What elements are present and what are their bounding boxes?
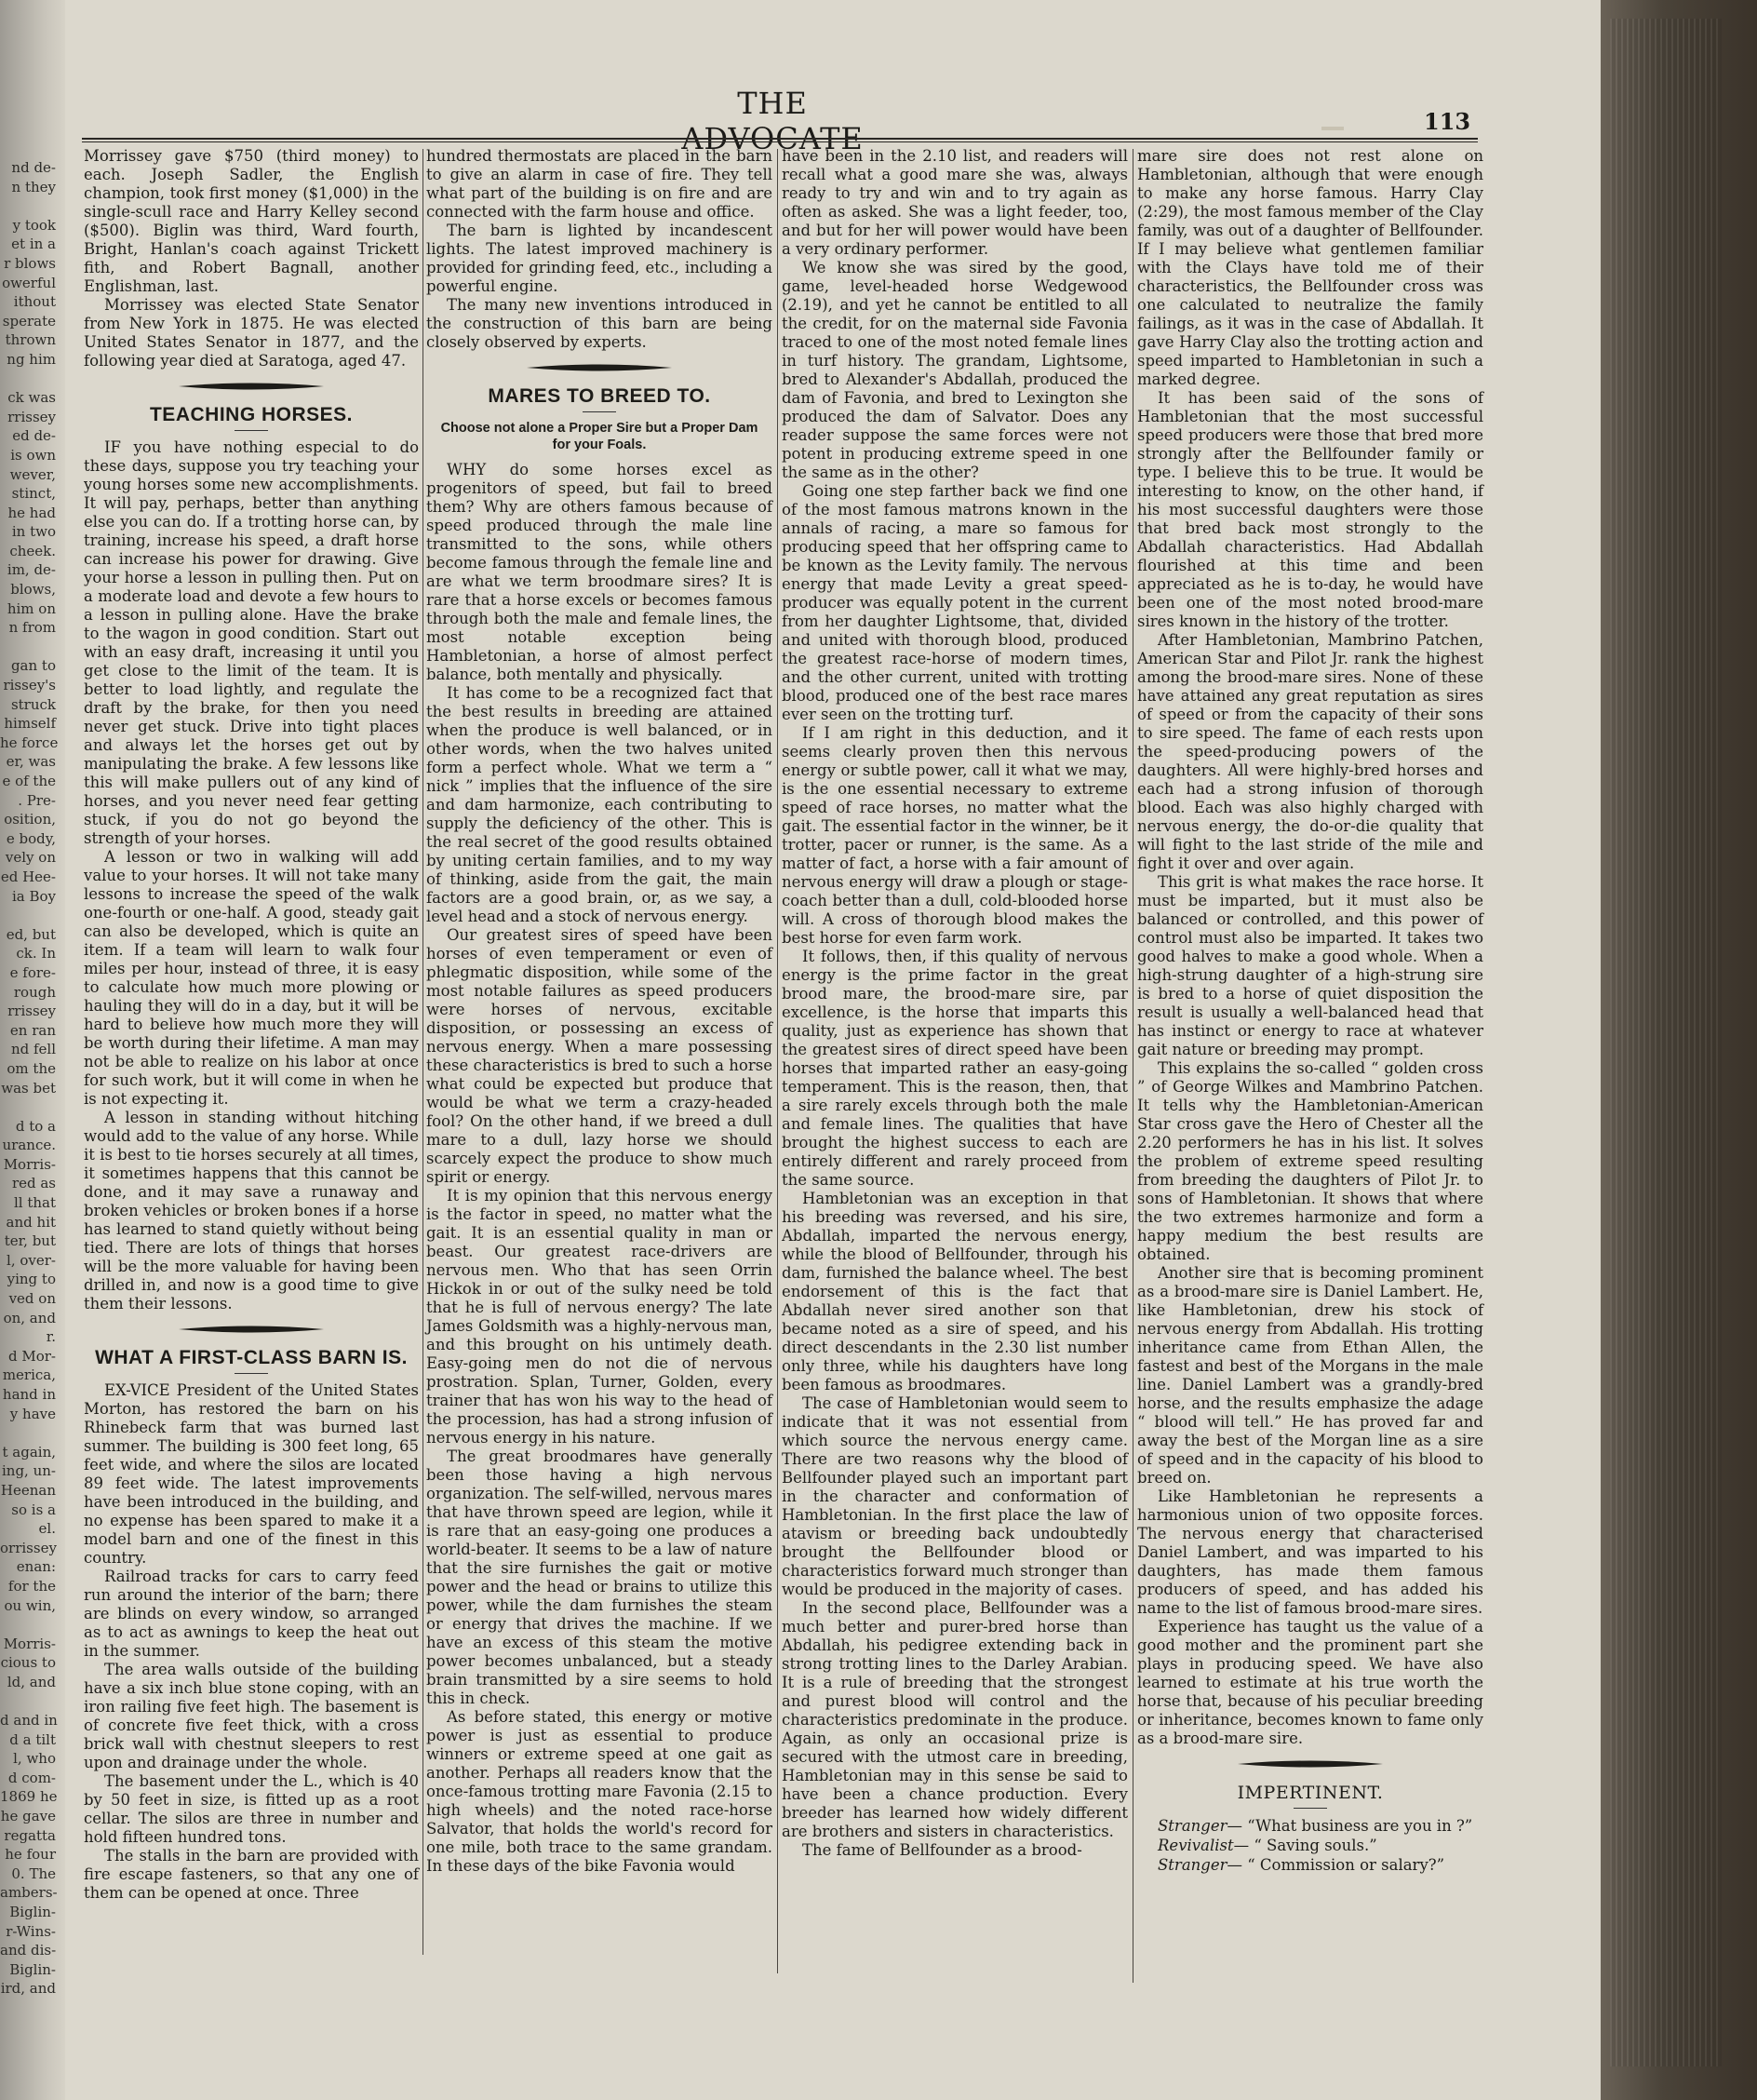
running-head: THE ADVOCATE [681,86,864,156]
margin-fragment: om the [7,1059,56,1077]
margin-fragment [0,906,56,925]
paragraph: In the second place, Bellfounder was a much better and purer-bred horse than Abdallah, his pedigree extending back in strong trotting lines to the Darley Arabian. It is a rule of breeding that the strongest and purest blood will control and the characteristics predominate in the produce. Again, as only an occasional prize is secured with the utmost care in breeding, Hambletonian may in this sense be said to have been a chance production. Every breeder has learned how widely different are brothers and sisters in characteristics. [782,1599,1128,1840]
margin-fragment: him on [7,599,56,617]
margin-fragment: 1869 he [0,1788,58,1806]
margin-fragment: merica, [2,1366,56,1384]
margin-fragment: n from [8,619,56,637]
margin-fragment: orrissey [0,1539,57,1556]
paragraph: It is my opinion that this nervous energy is the factor in speed, no matter what the gait. It is an essential quality in man or beast. Our greatest race-drivers are nervous men. Who that has seen Orrin Hickok in or out of the sulky need be told that he is full of nervous energy? The late James Goldsmith was a highly-nervous man, and this brought on his untimely death. Easy-going men do not die of nervous prostration. Splan, Turner, Golden, every trainer that has won his way to the head of the procession, has had a strong infusion of nervous energy in his nature. [426,1187,772,1447]
margin-fragment [0,638,56,657]
title-dash [1294,1808,1327,1809]
column-4 [1137,147,1483,1988]
paragraph: The fame of Bellfounder as a brood- [802,1841,1082,1859]
paragraph: hundred thermostats are placed in the barn to give an alarm in case of fire. They tell what part of the building is on fire and are connected with the farm house and office. [426,147,772,221]
margin-fragment: blows, [10,581,56,599]
margin-fragment: ck. In [16,945,56,962]
margin-fragment: el. [38,1520,56,1538]
margin-fragment: d com- [7,1769,56,1786]
header-rule [82,138,1478,142]
paragraph: It follows, then, if this quality of nervous energy is the prime factor in the great brood mare, the brood-mare sire, par excellence, is the horse that imparts this quality, just as experience has shown that the greatest sires of direct speed have been horses that imparted rather an easy-going temperament. This is the reason, then, that a sire rarely excels through both the male and female lines. The qualities that have brought the highest success to each are entirely different and rarely proceed from the same source. [782,948,1128,1189]
column-rule [422,149,423,1955]
margin-fragment [0,1423,56,1443]
margin-fragment: he force [0,734,59,751]
margin-fragment: ll that [13,1194,56,1212]
column-3 [782,147,1128,1988]
margin-fragment: n they [11,178,56,195]
margin-fragment: Biglin- [9,1904,56,1921]
article-subtitle: Choose not alone a Proper Sire but a Proper Dam for your Foals. [440,421,758,452]
dialog-text: “ Saving souls.” [1254,1837,1377,1854]
margin-fragment: stinct, [11,485,56,503]
margin-fragment: . Pre- [18,791,56,809]
margin-fragment: ved on [8,1290,56,1308]
paragraph: The case of Hambletonian would seem to indicate that it was not essential from which source the nervous energy came. There are two reasons why the blood of Bellfounder played such an important part in the character and conformation of Hambletonian. In the first place the law of atavism or breeding back undoubtedly brought the Bellfounder blood or characteristics forward much stronger than would be produced in the majority of cases. [782,1394,1128,1598]
margin-fragment: ambers- [0,1884,58,1902]
margin-fragment: nd de- [11,159,56,176]
dialog-speaker: Stranger [1158,1856,1227,1874]
margin-fragment: ou win, [4,1596,56,1614]
margin-fragment [0,370,56,389]
paragraph: Another sire that is becoming prominent as a brood-mare sire is Daniel Lambert. He, like Hambletonian, drew his stock of nervous energy from Abdallah. His trotting inheritance came from Ethan Allen, the fastest and best of the Morgans in the male line. Daniel Lambert was a grandly-bred horse, and the results emphasize the adage “ blood will tell.” He has proved far and away the best of the Morgan line as a sire of speed and in the capacity of his blood to breed on. [1137,1264,1483,1487]
margin-fragment: Morris- [3,1635,56,1652]
paragraph: Morrissey was elected State Senator from New York in 1875. He was elected United States Senator in 1877, and the following year died at Saratoga, aged 47. [84,296,419,370]
margin-fragment: regatta [4,1826,56,1844]
paragraph: The great broodmares have generally been those having a high nervous organization. The self-willed, nervous mares that have thrown speed are legion, while it is rare that an easy-going one produces a world-beater. It seems to be a law of nature that the sire furnishes the gait or motive power and the head or brains to utilize this power, while the dam furnishes the steam or energy that drives the machine. If we have an excess of this steam the motive power becomes unbalanced, but a steady brain transmitted by a sire seems to hold this in check. [426,1447,772,1707]
margin-fragment: hand in [2,1386,56,1403]
margin-fragment: gan to [10,657,56,675]
margin-fragment: himself [4,715,56,733]
margin-fragment: ck was [7,389,56,407]
margin-fragment: l, over- [7,1251,56,1269]
margin-fragment: and dis- [0,1942,57,1959]
margin-fragment: im, de- [7,561,56,579]
paragraph: It has come to be a recognized fact that the best results in breeding are attained when the produce is well balanced, or in other words, when the two halves united form a perfect whole. What we term a “ nick ” implies that the influence of the sire and dam harmonize, each contributing to supply the deficiency of the other. This is the real secret of the good results obtained by uniting certain families, and to my way of thinking, aside from the gait, the main factors are a good brain, or, as we say, a level head and a stock of nervous energy. [426,684,772,925]
margin-fragment: for the [7,1577,56,1595]
margin-fragment: wever, [9,465,56,483]
article-title-mares: MARES TO BREED TO. [488,385,711,407]
column-2 [426,147,772,1988]
paragraph: mare sire does not rest alone on Hambletonian, although that were enough to make any horse famous. Harry Clay (2:29), the most famous member of the Clay family, was out of a daughter of Bellfounder. If I may believe what gentlemen familiar with the Clays have told me of their characteristics, the Bellfounder cross was one calculated to neutralize the family failings, as it was in the case of Abdallah. It gave Harry Clay also the trotting action and speed imparted to Hambletonian in such a marked degree. [1137,147,1483,388]
dialog-text: “What business are you in ?” [1247,1817,1473,1835]
book-edge [1601,0,1757,2100]
margin-fragment: sperate [2,312,56,330]
paragraph: EX-VICE President of the United States Morton, has restored the barn on his Rhinebeck farm that was burned last summer. The building is 300 feet long, 65 feet wide, and where the silos are located 89 feet wide. The latest improvements have been introduced in the building, and no expense has been spared to make it a model barn and one of the finest in this country. [84,1381,419,1567]
ornament-rule [1236,1757,1385,1770]
margin-fragment: r. [46,1328,56,1346]
margin-fragment: ter, but [4,1232,56,1250]
paragraph: The barn is lighted by incandescent lights. The latest improved machinery is provided for grinding feed, etc., including a powerful engine. [426,222,772,295]
dialog-line: Stranger— “ Commission or salary?” [1158,1856,1445,1874]
margin-fragment [0,1097,56,1117]
margin-fragment: and hit [6,1213,56,1231]
margin-fragment: ing, un- [2,1462,56,1480]
margin-fragment: e fore- [9,963,56,981]
dialog-speaker: Revivalist [1158,1837,1234,1854]
margin-fragment: so is a [11,1501,56,1518]
margin-fragment: 0. The [11,1864,56,1882]
paragraph: WHY do some horses excel as progenitors of speed, but fail to breed them? Why are others famous because of speed produced through the male line transmitted to the sons, while others become famous through the female line and are what we term broodmare sires? It is rare that a horse excels or becomes famous through both the male and female lines, the most notable exception being Hambletonian, a horse of almost perfect balance, both mentally and physically. [426,461,772,683]
margin-fragment: he gave [0,1808,56,1825]
paragraph: We know she was sired by the good, game, level-headed horse Wedgewood (2.19), and yet he cannot be entitled to all the credit, for on the maternal side Favonia traced to one of the most noted female lines in turf history. The grandam, Lightsome, bred to Alexander's Abdallah, produced the dam of Favonia, and bred to Lexington she produced the dam of Salvator. Does any reader suppose the same forces were not potent in producing extreme speed in one the same as in the other? [782,259,1128,481]
paragraph: The area walls outside of the building have a six inch blue stone coping, with an iron railing five feet high. The basement is of concrete five feet thick, with a cross brick wall with chestnut sleepers to rest upon and drainage under the whole. [84,1661,419,1771]
margin-fragment: he had [7,504,56,521]
margin-fragment [0,196,56,216]
title-dash [235,430,268,431]
paragraph: Morrissey gave $750 (third money) to each. Joseph Sadler, the English champion, took first money ($1,000) in the single-scull race and Harry Kelley second ($500). Biglin was third, Ward fourth, Bright, Hanlan's coach against Trickett fith, and Robert Bagnall, another Englishman, last. [84,147,419,295]
margin-fragment: thrown [5,331,56,349]
paragraph: The basement under the L., which is 40 by 50 feet in size, is fitted up as a root cellar. The silos are three in number and hold fifteen hundred tons. [84,1772,419,1846]
margin-fragment: d a tilt [9,1730,56,1748]
margin-fragment: red as [11,1175,56,1192]
paragraph: This explains the so-called “ golden cross ” of George Wilkes and Mambrino Patchen. It tells why the Hambletonian-American Star cross gave the Hero of Chester all the 2.20 performers he has in his list. It solves the problem of extreme speed resulting from breeding the daughters of Pilot Jr. to sons of Hambletonian. It shows that where the two extremes harmonize and form a happy medium the best results are obtained. [1137,1059,1483,1263]
margin-fragment: he four [5,1846,56,1864]
margin-fragment: urance. [2,1137,56,1154]
margin-fragment: ed de- [12,427,56,445]
margin-fragment: en ran [9,1021,56,1039]
paragraph: have been in the 2.10 list, and readers will recall what a good mare she was, always ready to try and win and to try again as often as asked. She was a light feeder, too, and but for her will power would have been a very ordinary performer. [782,147,1128,258]
paragraph: This grit is what makes the race horse. It must be imparted, but it must also be balanced or controlled, and this power of control must also be imparted. It takes two good halves to make a good whole. When a high-strung daughter of a high-strung sire is bred to a horse of quiet disposition the result is usually a well-balanced head that has instinct or energy to race at whatever gait nature or breeding may prompt. [1137,873,1483,1058]
paragraph: If I am right in this deduction, and it seems clearly proven then this nervous energy or subtle power, call it what we may, is the one essential necessary to extreme speed of race horses, no matter what the gait. The essential factor in the winner, be it trotter, pacer or runner, is the same. As a matter of fact, a horse with a fair amount of nervous energy will draw a plough or stage-coach better than a dull, cold-blooded horse will. A cross of thorough blood makes the best horse for even farm work. [782,724,1128,947]
article-title-barn: WHAT A FIRST-CLASS BARN IS. [95,1347,408,1368]
paragraph: Experience has taught us the value of a good mother and the prominent part she plays in producing speed. We have also learned to estimate at his true worth the horse that, because of his peculiar breeding or inheritance, becomes known to fame only as a brood-mare sire. [1137,1618,1483,1747]
margin-fragment: cheek. [9,542,56,559]
margin-fragment: y have [9,1405,56,1422]
margin-fragment: enan: [16,1558,56,1576]
paragraph: It has been said of the sons of Hambletonian that the most successful speed producers were those that bred more strongly after the Bellfounder family or type. I believe this to be true. It would be interesting to know, on the other hand, if his most successful daughters were those that bred back most strongly to the Abdallah characteristics. Had Abdallah flourished at this time and been appreciated as he is to-day, he would have been one of the most noted brood-mare sires known in the history of the trotter. [1137,389,1483,630]
article-title-impertinent: IMPERTINENT. [1237,1783,1384,1803]
page-edge-texture [1610,19,1722,2066]
paper-mark [1321,127,1344,130]
column-rule [777,149,778,1973]
column-1 [84,147,419,1988]
margin-fragment: rrissey [7,1003,56,1020]
paragraph: Going one step farther back we find one of the most famous matrons known in the annals of racing, a mare so famous for producing speed that her offspring came to be known as the Levity family. The nervous energy that made Levity a great speed-producer was equally potent in the current from her daughter Lightsome, that, divided and united with thorough blood, produced the greatest race-horse of modern times, and the other current, united with trotting blood, produced one of the best race mares ever seen on the trotting turf. [782,482,1128,723]
title-dash [583,411,616,412]
margin-fragment: ia Boy [11,887,56,905]
left-page-margin-text [0,158,59,1998]
margin-fragment: ld, and [7,1673,56,1690]
margin-fragment: e body, [6,829,56,847]
paragraph: After Hambletonian, Mambrino Patchen, American Star and Pilot Jr. rank the highest among the brood-mare sires. None of these have attained any great reputation as sires of speed or from the capacity of their sons to sire speed. The fame of each rests upon the speed-producing powers of the daughters. All were highly-bred horses and each had a strong infusion of thorough blood. Each was also highly charged with nervous energy, the do-or-die quality that will fight to the last stride of the mile and fight it over and over again. [1137,631,1483,872]
margin-fragment: nd fell [10,1041,56,1058]
page-number: 113 [1424,108,1471,135]
margin-fragment: d Mor- [8,1347,56,1365]
margin-fragment: Morris- [3,1155,56,1173]
margin-fragment: owerful [2,274,56,291]
margin-fragment: d and in [0,1712,58,1730]
margin-fragment: struck [10,695,56,713]
dialog-line: Stranger— “What business are you in ?” [1158,1817,1473,1835]
margin-fragment: et in a [11,236,56,253]
paragraph: Hambletonian was an exception in that his breeding was reversed, and his sire, Abdallah, imparted the nervous energy, while the blood of Bellfounder, through his dam, furnished the balance wheel. The best endorsement of this is the fact that Abdallah never sired another son that became noted as a sire of speed, and his direct descendants in the 2.30 list number only three, while his daughters have long been famous as broodmares. [782,1190,1128,1393]
margin-fragment [0,1615,56,1635]
article-title-teaching-horses: TEACHING HORSES. [149,404,354,425]
margin-fragment: er, was [6,753,56,771]
margin-fragment: ed Hee- [0,868,56,885]
margin-fragment: in two [11,523,56,541]
margin-fragment: ng him [7,350,56,368]
paragraph: The stalls in the barn are provided with fire escape fasteners, so that any one of them can be opened at once. Three [84,1847,419,1902]
margin-fragment: ithout [13,293,56,311]
dialog-speaker: Stranger [1158,1817,1227,1835]
ornament-rule [525,361,674,374]
paragraph: Our greatest sires of speed have been horses of even temperament or even of phlegmatic disposition, while some of the most notable failures as speed producers were horses of nervous, excitable disposition, or possessing an excess of nervous energy. When a mare possessing these characteristics is bred to such a horse what could be expected but produce that would be what we term a crazy-headed fool? On the other hand, if we breed a dull mare to a dull, lazy horse we should scarcely expect the produce to show much spirit or energy. [426,926,772,1186]
margin-fragment: d to a [15,1117,56,1135]
paragraph: The many new inventions introduced in the construction of this barn are being closely observed by experts. [426,296,772,351]
margin-fragment: y took [12,216,56,234]
dialog-text: “ Commission or salary?” [1247,1856,1445,1874]
margin-fragment: on, and [3,1309,56,1326]
paragraph: IF you have nothing especial to do these days, suppose you try teaching your young horses some new accomplishments. It will pay, perhaps, better than anything else you can do. If a trotting horse can, by training, increase his speed, a draft horse can increase his power for drawing. Give your horse a lesson in pulling then. Put on a moderate load and devote a few hours to a lesson in pulling alone. Have the brake to the wagon in good condition. Start out with an easy draft, increasing it until you get close to the limit of the team. It is better to load lightly, and regulate the draft by the brake, for then you need never get stuck. Drive into tight places and always let the horses get out by manipulating the brake. A few lessons like this will make pullers out of any kind of horses, and you never need fear getting stuck, if you do not go beyond the strength of your horses. [84,438,419,847]
margin-fragment: t again, [2,1443,56,1461]
title-dash [235,1373,268,1374]
margin-fragment: ird, and [0,1980,56,1998]
margin-fragment: rough [13,983,56,1001]
margin-fragment: r-Wins- [6,1922,56,1940]
paragraph: A lesson or two in walking will add value to your horses. It will not take many lessons to increase the speed of the walk one-fourth or one-half. A good, steady gait can also be developed, which is quite an item. If a team will learn to walk four miles per hour, instead of three, it is easy to calculate how much more plowing or hauling they will do in a day, but it will be hard to believe how much more they will be worth during their lifetime. A man may not be able to realize on his labor at once for such work, but it will come in when he is not expecting it. [84,848,419,1108]
paragraph: As before stated, this energy or motive power is just as essential to produce winners or extreme speed at one gait as another. Perhaps all readers know that the once-famous trotting mare Favonia (2.15 to high wheels) and the noted race-horse Salvator, that holds the world's record for one mile, both trace to the same grandam. In these days of the bike Favonia would [426,1708,772,1875]
margin-fragment: l, who [13,1750,56,1768]
margin-fragment: rrissey [7,408,56,425]
margin-fragment: is own [10,446,56,464]
margin-fragment: ying to [7,1271,56,1288]
margin-fragment: cious to [0,1654,56,1672]
margin-fragment [0,1692,56,1712]
margin-fragment: rissey's [3,677,56,694]
margin-fragment: Biglin- [9,1960,56,1978]
paragraph: A lesson in standing without hitching would add to the value of any horse. While it is best to tie horses securely at all times, it sometimes happens that this cannot be done, and it may save a runaway and broken vehicles or broken bones if a horse has learned to stand quietly without being tied. There are lots of things that horses will be the more valuable for having been drilled in, and now is a good time to give them their lessons. [84,1109,419,1312]
margin-fragment: Heenan [0,1481,56,1499]
paragraph: Railroad tracks for cars to carry feed run around the interior of the barn; there are blinds on every window, so arranged as to act as awnings to keep the heat out in the summer. [84,1568,419,1660]
margin-fragment: ed, but [6,925,56,943]
margin-fragment: vely on [5,849,56,867]
paragraph: Like Hambletonian he represents a harmonious union of two opposite forces. The nervous energy that characterised Daniel Lambert, and was imparted to his daughters, has made them famous producers of speed, and has added his name to the list of famous brood-mare sires. [1137,1488,1483,1617]
ornament-rule [177,380,326,393]
margin-fragment: e of the [2,773,56,789]
ornament-rule [177,1323,326,1336]
margin-fragment: osition, [4,811,56,828]
margin-fragment: r blows [4,254,56,272]
margin-fragment: was bet [1,1079,56,1097]
dialog-line: Revivalist— “ Saving souls.” [1158,1837,1377,1854]
